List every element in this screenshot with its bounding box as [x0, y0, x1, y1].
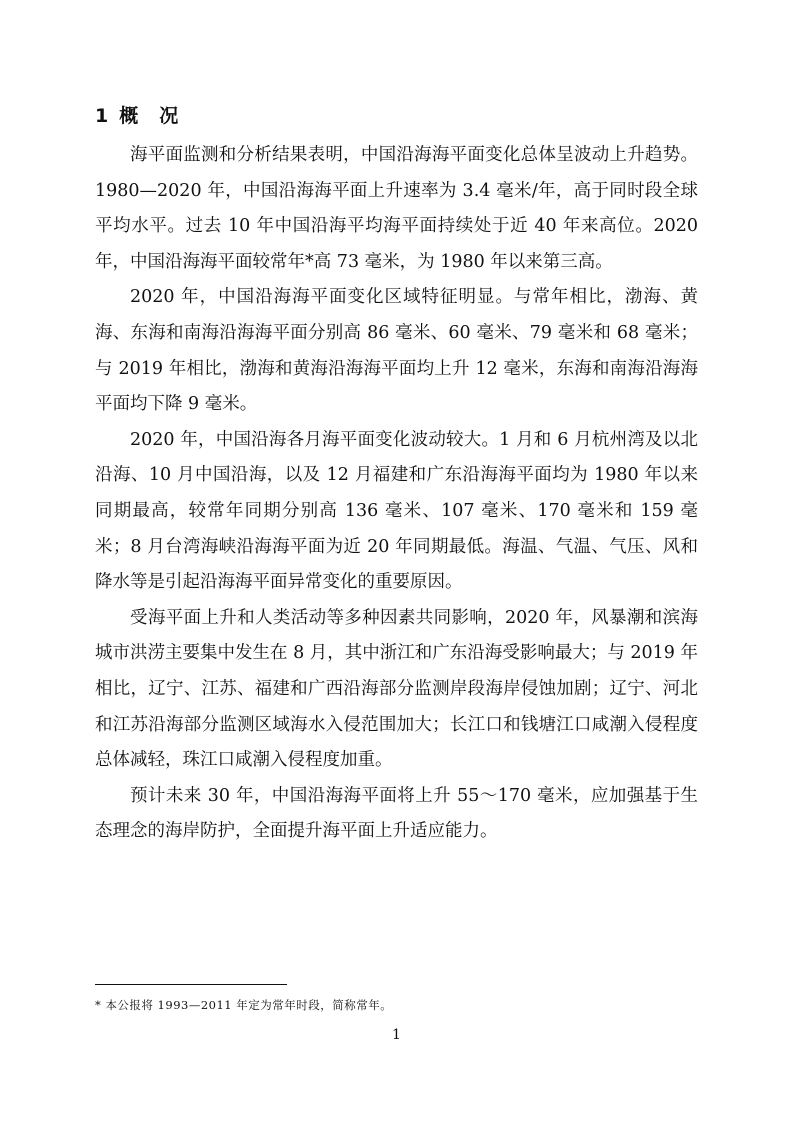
paragraph-overview: 海平面监测和分析结果表明，中国沿海海平面变化总体呈波动上升趋势。1980—2020 年，中国沿海海平面上升速率为 3.4 毫米/年，高于同时段全球平均水平。过去 10 年中国沿海平均海平面持续处于近 40 年来高位。2020 年，中国沿海海平面较常年*高 73 毫米，为 1980 年以来第三高。 [95, 145, 698, 272]
section-title: 概 况 [119, 105, 180, 127]
section-number: 1 [95, 105, 110, 127]
footnote: * 本公报将 1993—2011 年定为常年时段，简称常年。 [95, 998, 393, 1012]
section-heading [95, 102, 179, 130]
page-number: 1 [392, 1027, 401, 1043]
paragraph-projection: 预计未来 30 年，中国沿海海平面将上升 55～170 毫米，应加强基于生态理念的海岸防护，全面提升海平面上升适应能力。 [95, 785, 698, 842]
paragraph-monthly: 2020 年，中国沿海各月海平面变化波动较大。1 月和 6 月杭州湾及以北沿海、10 月中国沿海，以及 12 月福建和广东沿海海平面均为 1980 年以来同期最高，较常年同期分别高 136 毫米、107 毫米、170 毫米和 159 毫米；8 月台湾海峡沿海海平面为近 20 年同期最低。海温、气温、气压、风和降水等是引起沿海海平面异常变化的重要原因。 [95, 429, 698, 593]
paragraph-impacts: 受海平面上升和人类活动等多种因素共同影响，2020 年，风暴潮和滨海城市洪涝主要集中发生在 8 月，其中浙江和广东沿海受影响最大；与 2019 年相比，辽宁、江苏、福建和广西沿海部分监测岸段海岸侵蚀加剧；辽宁、河北和江苏沿海部分监测区域海水入侵范围加大；长江口和钱塘江口咸潮入侵程度总体减轻，珠江口咸潮入侵程度加重。 [95, 607, 698, 771]
body-text [95, 138, 698, 850]
footnote-divider [95, 984, 287, 985]
paragraph-regional: 2020 年，中国沿海海平面变化区域特征明显。与常年相比，渤海、黄海、东海和南海沿海海平面分别高 86 毫米、60 毫米、79 毫米和 68 毫米；与 2019 年相比，渤海和黄海沿海海平面均上升 12 毫米，东海和南海沿海海平面均下降 9 毫米。 [95, 287, 698, 415]
